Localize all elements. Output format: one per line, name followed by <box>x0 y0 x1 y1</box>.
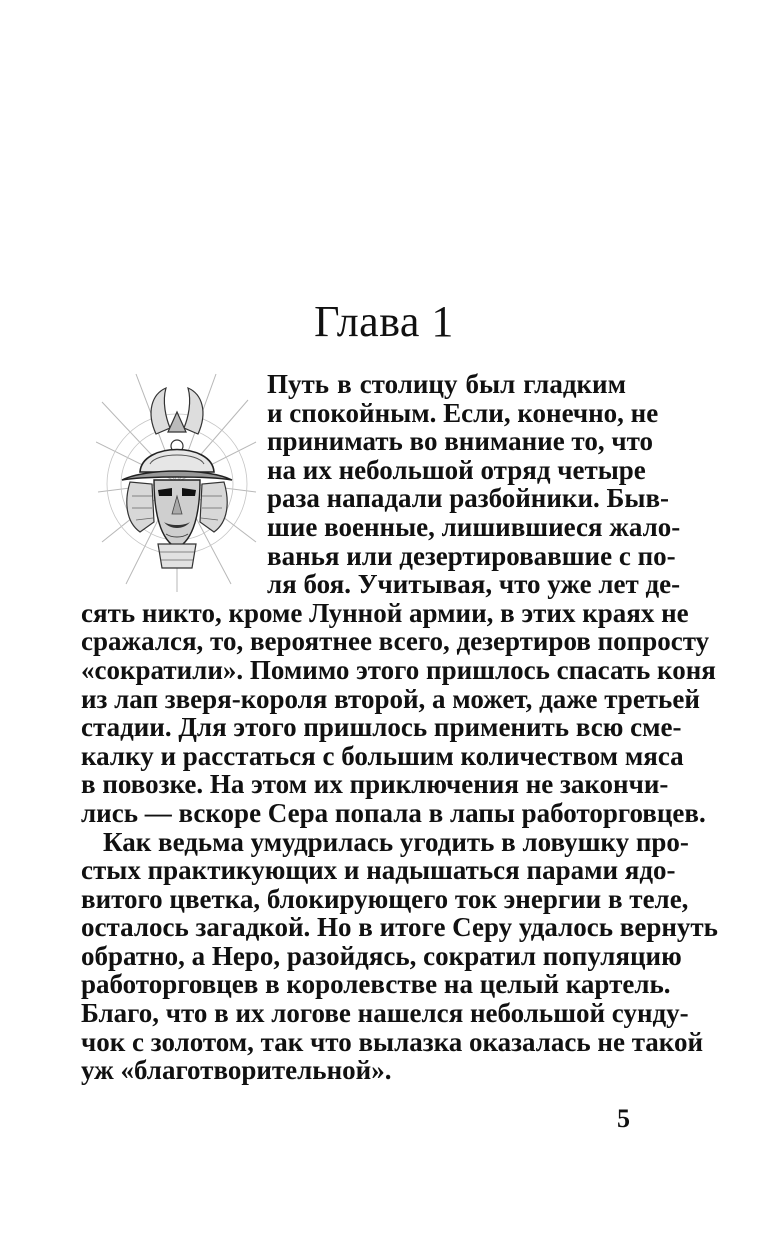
text-line: чок с золотом, так что вылазка оказалась не такой <box>81 1026 704 1057</box>
text-line: сять никто, кроме Лунной армии, в этих краях не <box>81 597 689 628</box>
text-line: принимать во внимание то, что <box>267 426 653 457</box>
text-line: из лап зверя-короля второй, а может, даже третьей <box>81 683 700 714</box>
text-line: осталось загадкой. Но в итоге Серу удалось вернуть <box>81 912 718 943</box>
text-line: лись — вскоре Сера попала в лапы работорговцев. <box>81 797 706 828</box>
text-line: Благо, что в их логове нашелся небольшой сунду- <box>81 998 689 1029</box>
text-line: работорговцев в королевстве на целый картель. <box>81 969 671 1000</box>
page-number: 5 <box>617 1104 630 1133</box>
text-line: калку и расстаться с большим количеством мяса <box>81 740 684 771</box>
text-line: шие военные, лишившиеся жало- <box>267 511 681 542</box>
body-text <box>81 369 718 1086</box>
chapter-title: Глава 1 <box>314 297 454 346</box>
text-line: сражался, то, вероятнее всего, дезертиров попросту <box>81 626 710 657</box>
text-line: стадии. Для этого пришлось применить всю сме- <box>81 712 682 743</box>
text-line: в повозке. На этом их приключения не закончи- <box>81 769 669 800</box>
text-line: ванья или дезертировавшие с по- <box>267 540 676 571</box>
text-line: и спокойным. Если, конечно, не <box>267 397 659 428</box>
text-line: витого цветка, блокирующего ток энергии в теле, <box>81 883 689 914</box>
text-line: раза нападали разбойники. Быв- <box>267 483 670 514</box>
text-line: на их небольшой отряд четыре <box>267 454 646 485</box>
text-line: уж «благотворительной». <box>81 1055 392 1086</box>
text-line: Путь в столицу был гладким <box>267 369 626 399</box>
text-line: обратно, а Неро, разойдясь, сократил популяцию <box>81 940 682 971</box>
text-line: «сократили». Помимо этого пришлось спасать коня <box>81 654 716 685</box>
text-line: стых практикующих и надышаться парами ядо- <box>81 855 676 886</box>
text-line: Как ведьма умудрилась угодить в ловушку про- <box>103 826 689 857</box>
text-line: ля боя. Учитывая, что уже лет де- <box>267 569 681 600</box>
